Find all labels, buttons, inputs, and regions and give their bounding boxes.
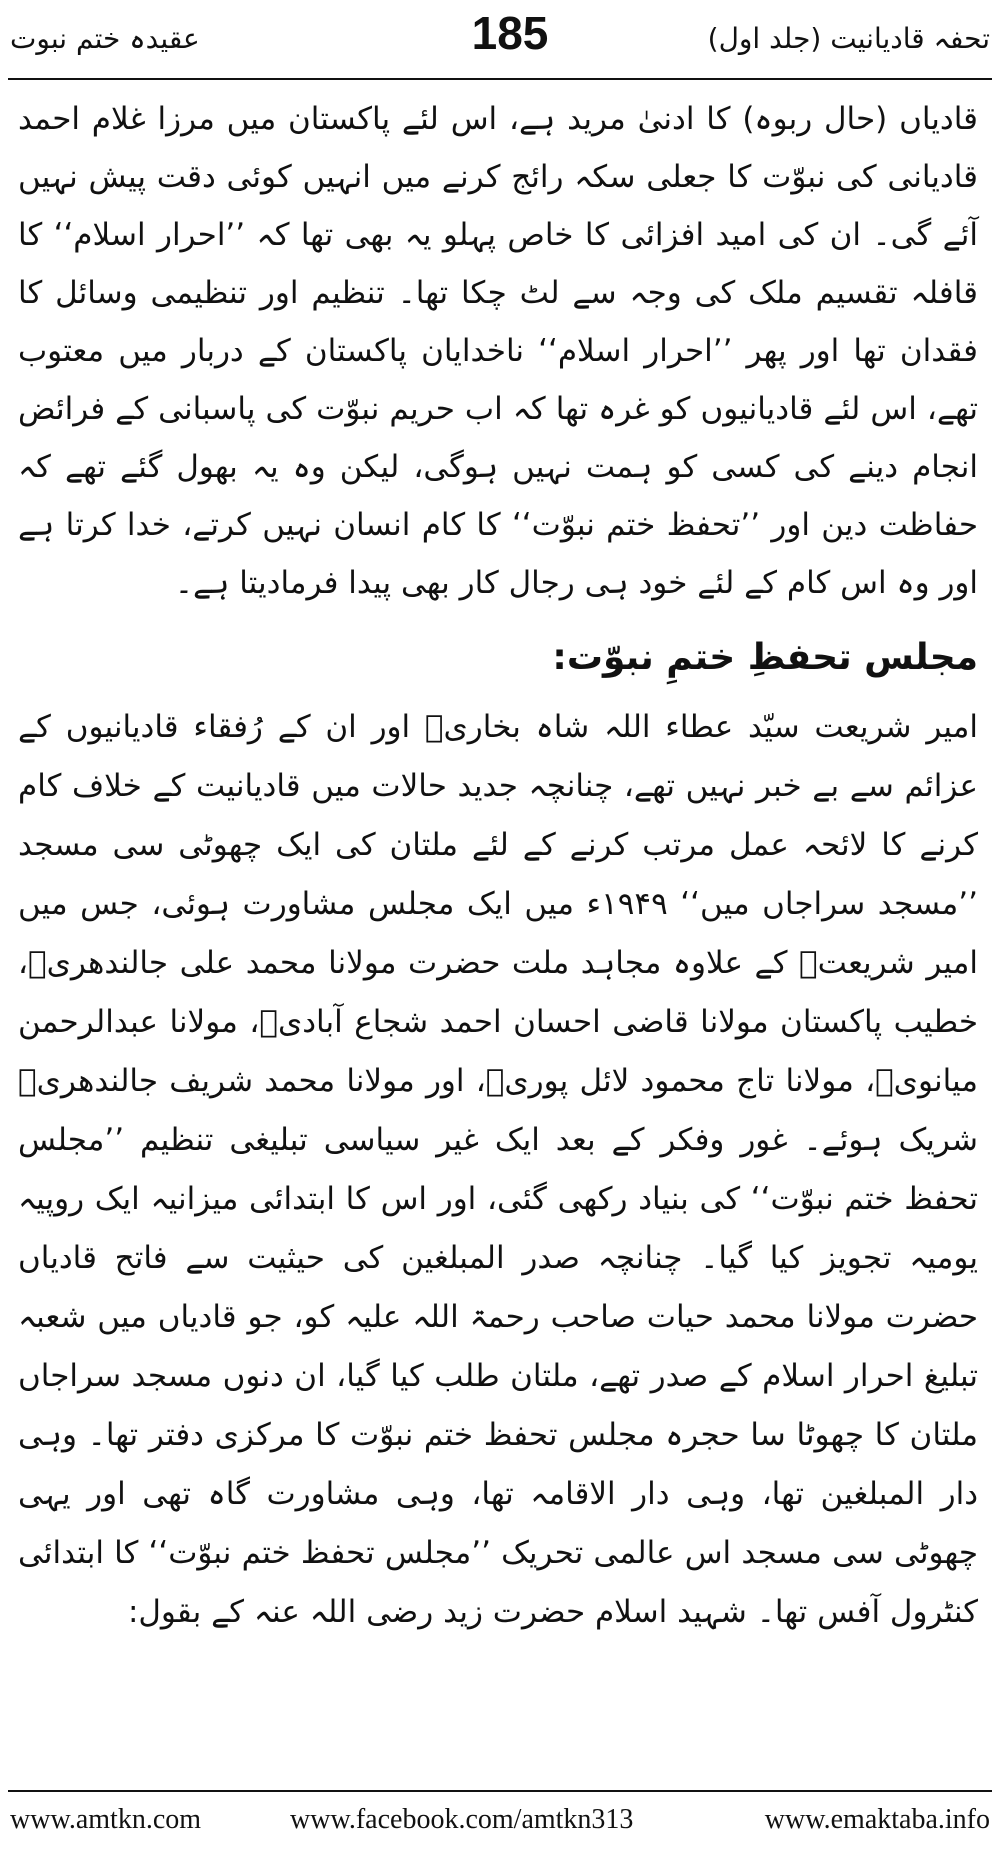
- page-header: [0, 0, 1000, 78]
- paragraph-2: امیر شریعت سیّد عطاء اللہ شاہ بخاریؒ اور ان کے رُفقاء قادیانیوں کے عزائم سے بے خبر نہیں تھے، چنانچہ جدید حالات میں قادیانیت کے خلاف کام کرنے کا لائحہ عمل مرتب کرنے کے لئے ملتان کی ایک چھوٹی سی مسجد ’’مسجد سراجاں میں‘‘ ۱۹۴۹ء میں ایک مجلس مشاورت ہوئی، جس میں امیر شریعتؒ کے علاوہ مجاہد ملت حضرت مولانا محمد علی جالندھریؒ، خطیب پاکستان مولانا قاضی احسان احمد شجاع آبادیؒ، مولانا عبدالرحمن میانویؒ، مولانا تاج محمود لائل پوریؒ، اور مولانا محمد شریف جالندھریؒ شریک ہوئے۔ غور وفکر کے بعد ایک غیر سیاسی تبلیغی تنظیم ’’مجلس تحفظ ختم نبوّت‘‘ کی بنیاد رکھی گئی، اور اس کا ابتدائی میزانیہ ایک روپیہ یومیہ تجویز کیا گیا۔ چنانچہ صدر المبلغین کی حیثیت سے فاتح قادیاں حضرت مولانا محمد حیات صاحب رحمۃ اللہ علیہ کو، جو قادیاں میں شعبہ تبلیغ احرار اسلام کے صدر تھے، ملتان طلب کیا گیا، ان دنوں مسجد سراجاں ملتان کا چھوٹا سا حجرہ مجلس تحفظ ختم نبوّت کا مرکزی دفتر تھا۔ وہی دار المبلغین تھا، وہی دار الاقامہ تھا، وہی مشاورت گاہ تھی اور یہی چھوٹی سی مسجد اس عالمی تحریک ’’مجلس تحفظ ختم نبوّت‘‘ کا ابتدائی کنٹرول آفس تھا۔ شہید اسلام حضرت زید رضی اللہ عنہ کے بقول:: [18, 709, 978, 1630]
- book-title: تحفہ قادیانیت (جلد اول): [707, 22, 990, 55]
- header-divider: [8, 78, 992, 80]
- footer-link-emaktaba[interactable]: www.emaktaba.info: [764, 1804, 990, 1835]
- footer-divider: [8, 1790, 992, 1792]
- footer-link-amtkn[interactable]: www.amtkn.com: [10, 1804, 202, 1835]
- page-footer: [0, 1798, 1000, 1848]
- section-heading: مجلس تحفظِ ختمِ نبوّت:: [552, 637, 978, 678]
- paragraph-1: قادیاں (حال ربوہ) کا ادنیٰ مرید ہے، اس لئے پاکستان میں مرزا غلام احمد قادیانی کی نبوّت کا جعلی سکہ رائج کرنے میں انہیں کوئی دقت پیش نہیں آئے گی۔ ان کی امید افزائی کا خاص پہلو یہ بھی تھا کہ ’’احرار اسلام‘‘ کا قافلہ تقسیم ملک کی وجہ سے لٹ چکا تھا۔ تنظیم اور تنظیمی وسائل کا فقدان تھا اور پھر ’’احرار اسلام‘‘ ناخدایان پاکستان کے دربار میں معتوب تھے، اس لئے قادیانیوں کو غرہ تھا کہ اب حریم نبوّت کی پاسبانی کے فرائض انجام دینے کی کسی کو ہمت نہیں ہوگی، لیکن وہ یہ بھول گئے تھے کہ حفاظت دین اور ’’تحفظ ختم نبوّت‘‘ کا کام انسان نہیں کرتے، خدا کرتا ہے اور وہ اس کام کے لئے خود ہی رجال کار بھی پیدا فرمادیتا ہے۔: [18, 101, 978, 601]
- page-number: 185: [471, 7, 549, 59]
- page-body: [18, 90, 978, 1642]
- chapter-title: عقیدہ ختم نبوت: [10, 22, 200, 55]
- footer-link-facebook[interactable]: www.facebook.com/amtkn313: [290, 1804, 634, 1835]
